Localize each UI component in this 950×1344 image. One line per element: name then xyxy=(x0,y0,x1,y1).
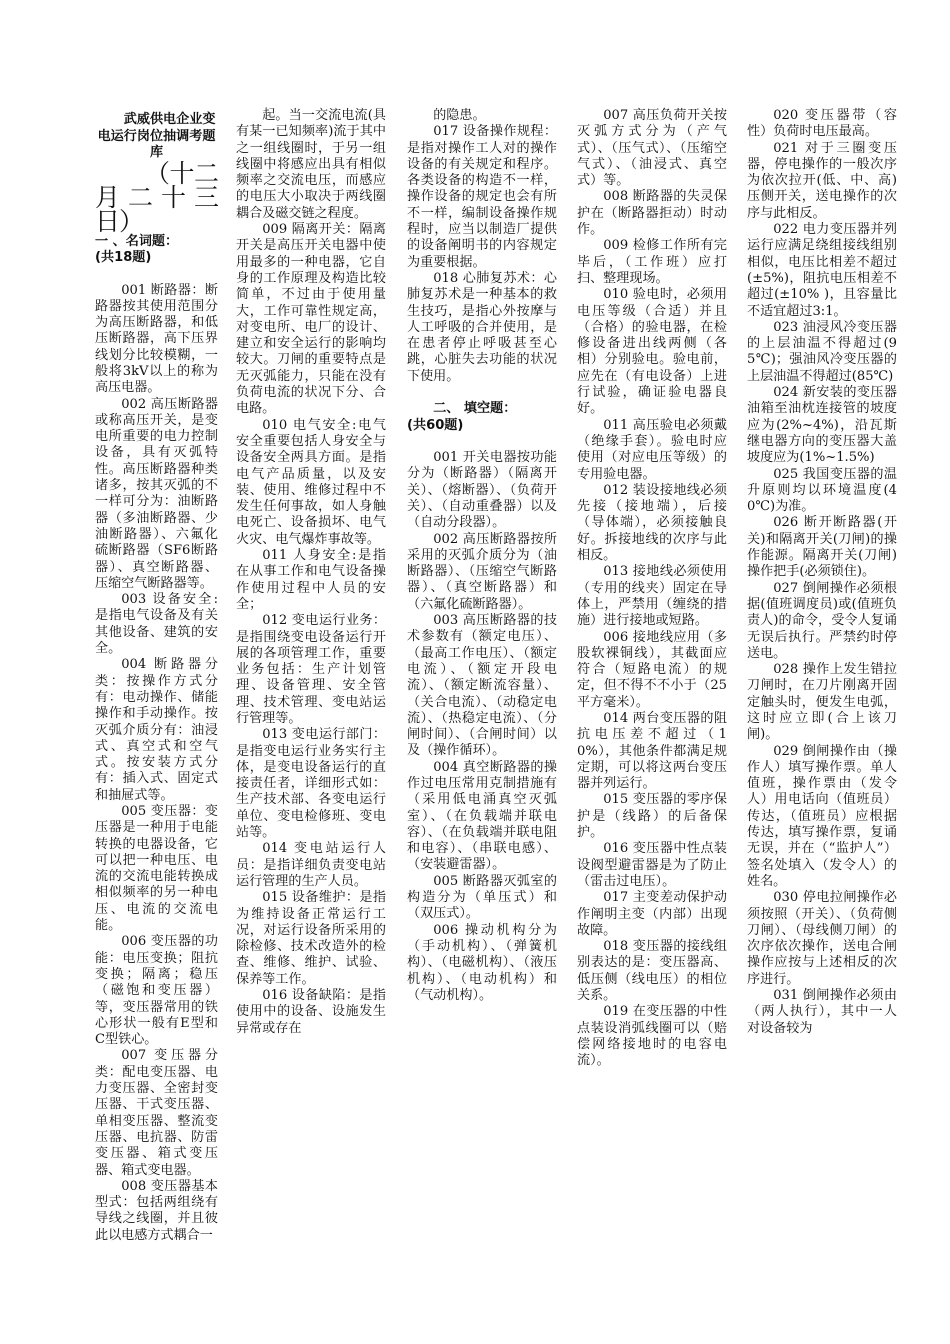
paragraph: 027 倒闸操作必须根据(值班调度员)或(值班负责人)的命令，受令人复诵无误后执行。严禁约时停送电。 xyxy=(747,580,897,661)
section-2-count: (共60题) xyxy=(407,417,464,433)
paragraph: 029 倒闸操作由（操作人）填写操作票。单人值班，操作票由（发令人）用电话向（值班员）传达，（值班员）应根据传达，填写操作票，复诵无误，并在（“监护人”）签名处填入（发令人）的姓名。 xyxy=(747,743,897,889)
paragraph: 010 验电时，必须用电压等级（合适）并且（合格）的验电器，在检修设备进出线两侧（各相）分别验电。验电前，应先在（有电设备）上进行试验，确证验电器良好。 xyxy=(577,287,727,417)
paragraph: 016 变压器中性点装设阀型避雷器是为了防止（雷击过电压）。 xyxy=(577,841,727,889)
paragraph: 018 心肺复苏术：心肺复苏术是一种基本的救生技巧，是指心外按摩与人工呼吸的合并使用，是在患者停止呼吸甚至心跳，心脏失去功能的状况下使用。 xyxy=(407,270,557,384)
section-2-heading: 二、 填空题： xyxy=(433,401,517,417)
paragraph: 031 倒闸操作必须由（两人执行），其中一人对设备较为 xyxy=(747,988,897,1036)
paragraph: 004 真空断路器的操作过电压常用克制措施有（采用低电涌真空灭弧室）、（在负载端并联电容）、（在负载端并联电阻和电容）、（串联电感）、（安装避雷器）。 xyxy=(407,759,557,873)
paragraph: 002 高压断路器按所采用的灭弧介质分为（油断路器）、（压缩空气断路器）、（真空断路器）和（六氟化硫断路器）。 xyxy=(407,531,557,612)
column-5-body xyxy=(747,108,897,1037)
column-2-body xyxy=(236,108,386,1037)
paragraph: 015 设备维护：是指为维持设备正常运行工况，对运行设备所采用的除检修、技术改造外的检查、维修、维护、试验、保养等工作。 xyxy=(236,890,386,987)
paragraph: 008 变压器基本型式：包括两组绕有导线之线圈，并且彼此以电感方式耦合一 xyxy=(95,1178,218,1243)
paragraph: 030 停电拉闸操作必须按照（开关）、（负荷侧刀闸）、（母线侧刀闸）的次序依次操作，送电合闸操作应按与上述相反的次序进行。 xyxy=(747,890,897,987)
paragraph: 的隐患。 xyxy=(433,108,486,123)
document-title: 武威供电企业变电运行岗位抽调考题库 xyxy=(97,112,216,160)
paragraph: 006 操动机构分为（手动机构）、（弹簧机构）、（电磁机构）、（液压机构）、（电动机构）和（气动机构）。 xyxy=(407,922,557,1003)
paragraph: 012 变电运行业务：是指围绕变电设备运行开展的各项管理工作，重要业务包括：生产计划管理、设备管理、安全管理、技术管理、变电站运行管理等。 xyxy=(236,613,386,726)
section-1-heading: 一 、名词题： xyxy=(95,233,179,249)
paragraph: 007 变压器分类：配电变压器、电力变压器、全密封变压器、干式变压器、单相变压器、整流变压器、电抗器、防雷变压器、箱式变压器、箱式变电器。 xyxy=(95,1048,218,1178)
column-2 xyxy=(236,108,386,1037)
paragraph: 017 设备操作规程：是指对操作工人对的操作设备的有关规定和程序。各类设备的构造不一样，操作设备的规定也会有所不一样，编制设备操作规程时，应当以制造厂提供的设备阐明书的内容规定为重要根据。 xyxy=(407,124,557,270)
paragraph: 007 高压负荷开关按灭弧方式分为（产气式）、（压气式）、（压缩空气式）、（油浸式、真空式）等。 xyxy=(577,108,727,189)
paragraph: 003 高压断路器的技术参数有（额定电压）、（最高工作电压）、（额定电流）、（额定开段电流）、（额定断流容量）、（关合电流）、（动稳定电流）、（热稳定电流）、（分闸时间）、（合闸时间）以及（操作循环）。 xyxy=(407,613,557,759)
paragraph: 024 新安装的变压器油箱至油枕连接管的坡度应为(2%~4%)，沿瓦斯继电器方向的变压器大盖坡度应为(1%~1.5%) xyxy=(747,385,897,466)
paragraph: 005 断路器灭弧室的构造分为（单压式）和（双压式）。 xyxy=(407,873,557,922)
paragraph: 004 断路器分类：按操作方式分有：电动操作、储能操作和手动操作。按灭弧介质分有：油浸式、真空式和空气式。按安装方式分有：插入式、固定式和抽屉式等。 xyxy=(95,657,218,803)
column-1-body xyxy=(95,283,218,1245)
paragraph: 026 断开断路器(开关)和隔离开关(刀闸)的操作能源。隔离开关(刀闸)操作把手(必须锁住)。 xyxy=(747,515,897,580)
paragraph: 023 油浸风冷变压器的上层油温不得超过(95℃)；强油风冷变压器的上层油温不得超过(85℃) xyxy=(747,319,897,384)
paragraph: 019 在变压器的中性点装设消弧线圈可以（赔偿网络接地时的电容电流）。 xyxy=(577,1004,727,1069)
paragraph: 001 断路器：断路器按其使用范围分为高压断路器，和低压断路器，高下压界线划分比较模糊，一般将3kV以上的称为高压电器。 xyxy=(95,282,218,396)
paragraph: 013 变电运行部门：是指变电运行业务实行主体，是变电设备运行的直接责任者，详细形式如：生产技术部、各变电运行单位、变电检修班、变电站等。 xyxy=(236,727,386,841)
column-3-body-a xyxy=(407,108,557,385)
paragraph: 011 高压验电必须戴（绝缘手套）。验电时应使用（对应电压等级）的专用验电器。 xyxy=(577,417,727,482)
column-4-body xyxy=(577,108,727,1070)
paragraph: 016 设备缺陷：是指使用中的设备、设施发生异常或存在 xyxy=(236,988,386,1036)
paragraph: 005 变压器：变压器是一种用于电能转换的电器设备，它可以把一种电压、电流的交流电能转换成相似频率的另一种电压、电流的交流电能。 xyxy=(95,804,218,934)
column-3-body-b xyxy=(407,450,557,1004)
paragraph: 014 变电站运行人员：是指详细负责变电站运行管理的生产人员。 xyxy=(236,841,386,889)
column-3 xyxy=(407,108,557,1004)
paragraph: 006 接地线应用（多股软裸铜线），其截面应符合（短路电流）的规定，但不得不不小于（25平方毫米）。 xyxy=(577,629,727,710)
paragraph: 起。当一交流电流(具有某一已知频率)流于其中之一组线圈时，于另一组线圈中将感应出具有相似频率之交流电压，而感应的电压大小取决于两线圈耦合及磁交链之程度。 xyxy=(236,108,386,221)
paragraph: 015 变压器的零序保护是（线路）的后备保护。 xyxy=(577,792,727,841)
paragraph: 021 对于三圈变压器，停电操作的一般次序为依次拉开(低、中、高)压侧开关，送电操作的次序与此相反。 xyxy=(747,140,897,221)
paragraph: 003 设备安全:是指电气设备及有关其他设备、建筑的安全。 xyxy=(95,592,218,657)
section-1-count: (共18题) xyxy=(95,250,152,265)
paragraph: 009 检修工作所有完毕后，（工作班）应打扫、整理现场。 xyxy=(577,238,727,286)
paragraph: 022 电力变压器并列运行应满足绕组接线组别相似，电压比相差不超过(±5%)，阻抗电压相差不超过(±10% )，且容量比不适宜超过3:1。 xyxy=(747,222,897,319)
paragraph: 011 人身安全:是指在从事工作和电气设备操作使用过程中人员的安全； xyxy=(236,548,386,612)
paragraph: 006 变压器的功能：电压变换；阻抗变换；隔离；稳压（磁饱和变压器）等，变压器常用的铁心形状一般有E型和C型铁心。 xyxy=(95,934,218,1048)
paragraph: 008 断路器的失灵保护在（断路器拒动）时动作。 xyxy=(577,189,727,238)
paragraph: 028 操作上发生错拉刀闸时，在刀片刚离开固定触头时，便发生电弧，这时应立即(合上该刀闸)。 xyxy=(747,662,897,743)
paragraph: 017 主变差动保护动作阐明主变（内部）出现故障。 xyxy=(577,890,727,938)
column-1 xyxy=(95,112,218,1244)
paragraph: 014 两台变压器的阻抗电压差不超过（10%），其他条件都满足规定期，可以将这两台变压器并列运行。 xyxy=(577,710,727,792)
paragraph: 009 隔离开关：隔离开关是高压开关电器中使用最多的一种电器，它自身的工作原理及构造比较简单，不过由于使用量大，工作可靠性规定高，对变电所、电厂的设计、建立和安全运行的影响均较大。刀闸的重要特点是无灭弧能力，只能在没有负荷电流的状况下分、合电路。 xyxy=(236,222,386,417)
paragraph: 002 高压断路器或称高压开关，是变电所重要的电力控制设备，具有灭弧特性。高压断路器种类诸多，按其灭弧的不一样可分为：油断路器（多油断路器、少油断路器）、六氟化硫断路器（SF6断路器）、真空断路器、压缩空气断路器等。 xyxy=(95,396,218,591)
paragraph: 018 变压器的接线组别表达的是：变压器高、低压侧（线电压）的相位关系。 xyxy=(577,939,727,1004)
paragraph: 010 电气安全:电气安全重要包括人身安全与设备安全两具方面。是指电气产品质量，以及安装、使用、维修过程中不发生任何事故，如人身触电死亡、设备损坏、电气火灾、电气爆炸事故等。 xyxy=(236,417,386,547)
document-date: （十二月二十三日） xyxy=(95,158,218,236)
paragraph: 020 变压器带（容性）负荷时电压最高。 xyxy=(747,108,897,140)
paragraph: 013 接地线必须使用（专用的线夹）固定在导体上，严禁用（缠绕的措施）进行接地或短路。 xyxy=(577,564,727,629)
column-4 xyxy=(577,108,727,1070)
column-5 xyxy=(747,108,897,1037)
paragraph: 025 我国变压器的温升原则均以环境温度(40℃)为准。 xyxy=(747,466,897,515)
paragraph: 001 开关电器按功能分为（断路器）（隔离开关）、（熔断器）、（负荷开关）、（自动重叠器）以及（自动分段器）。 xyxy=(407,450,557,531)
paragraph: 012 装设接地线必须先接（接地端），后接（导体端），必须接触良好。拆接地线的次序与此相反。 xyxy=(577,482,727,564)
